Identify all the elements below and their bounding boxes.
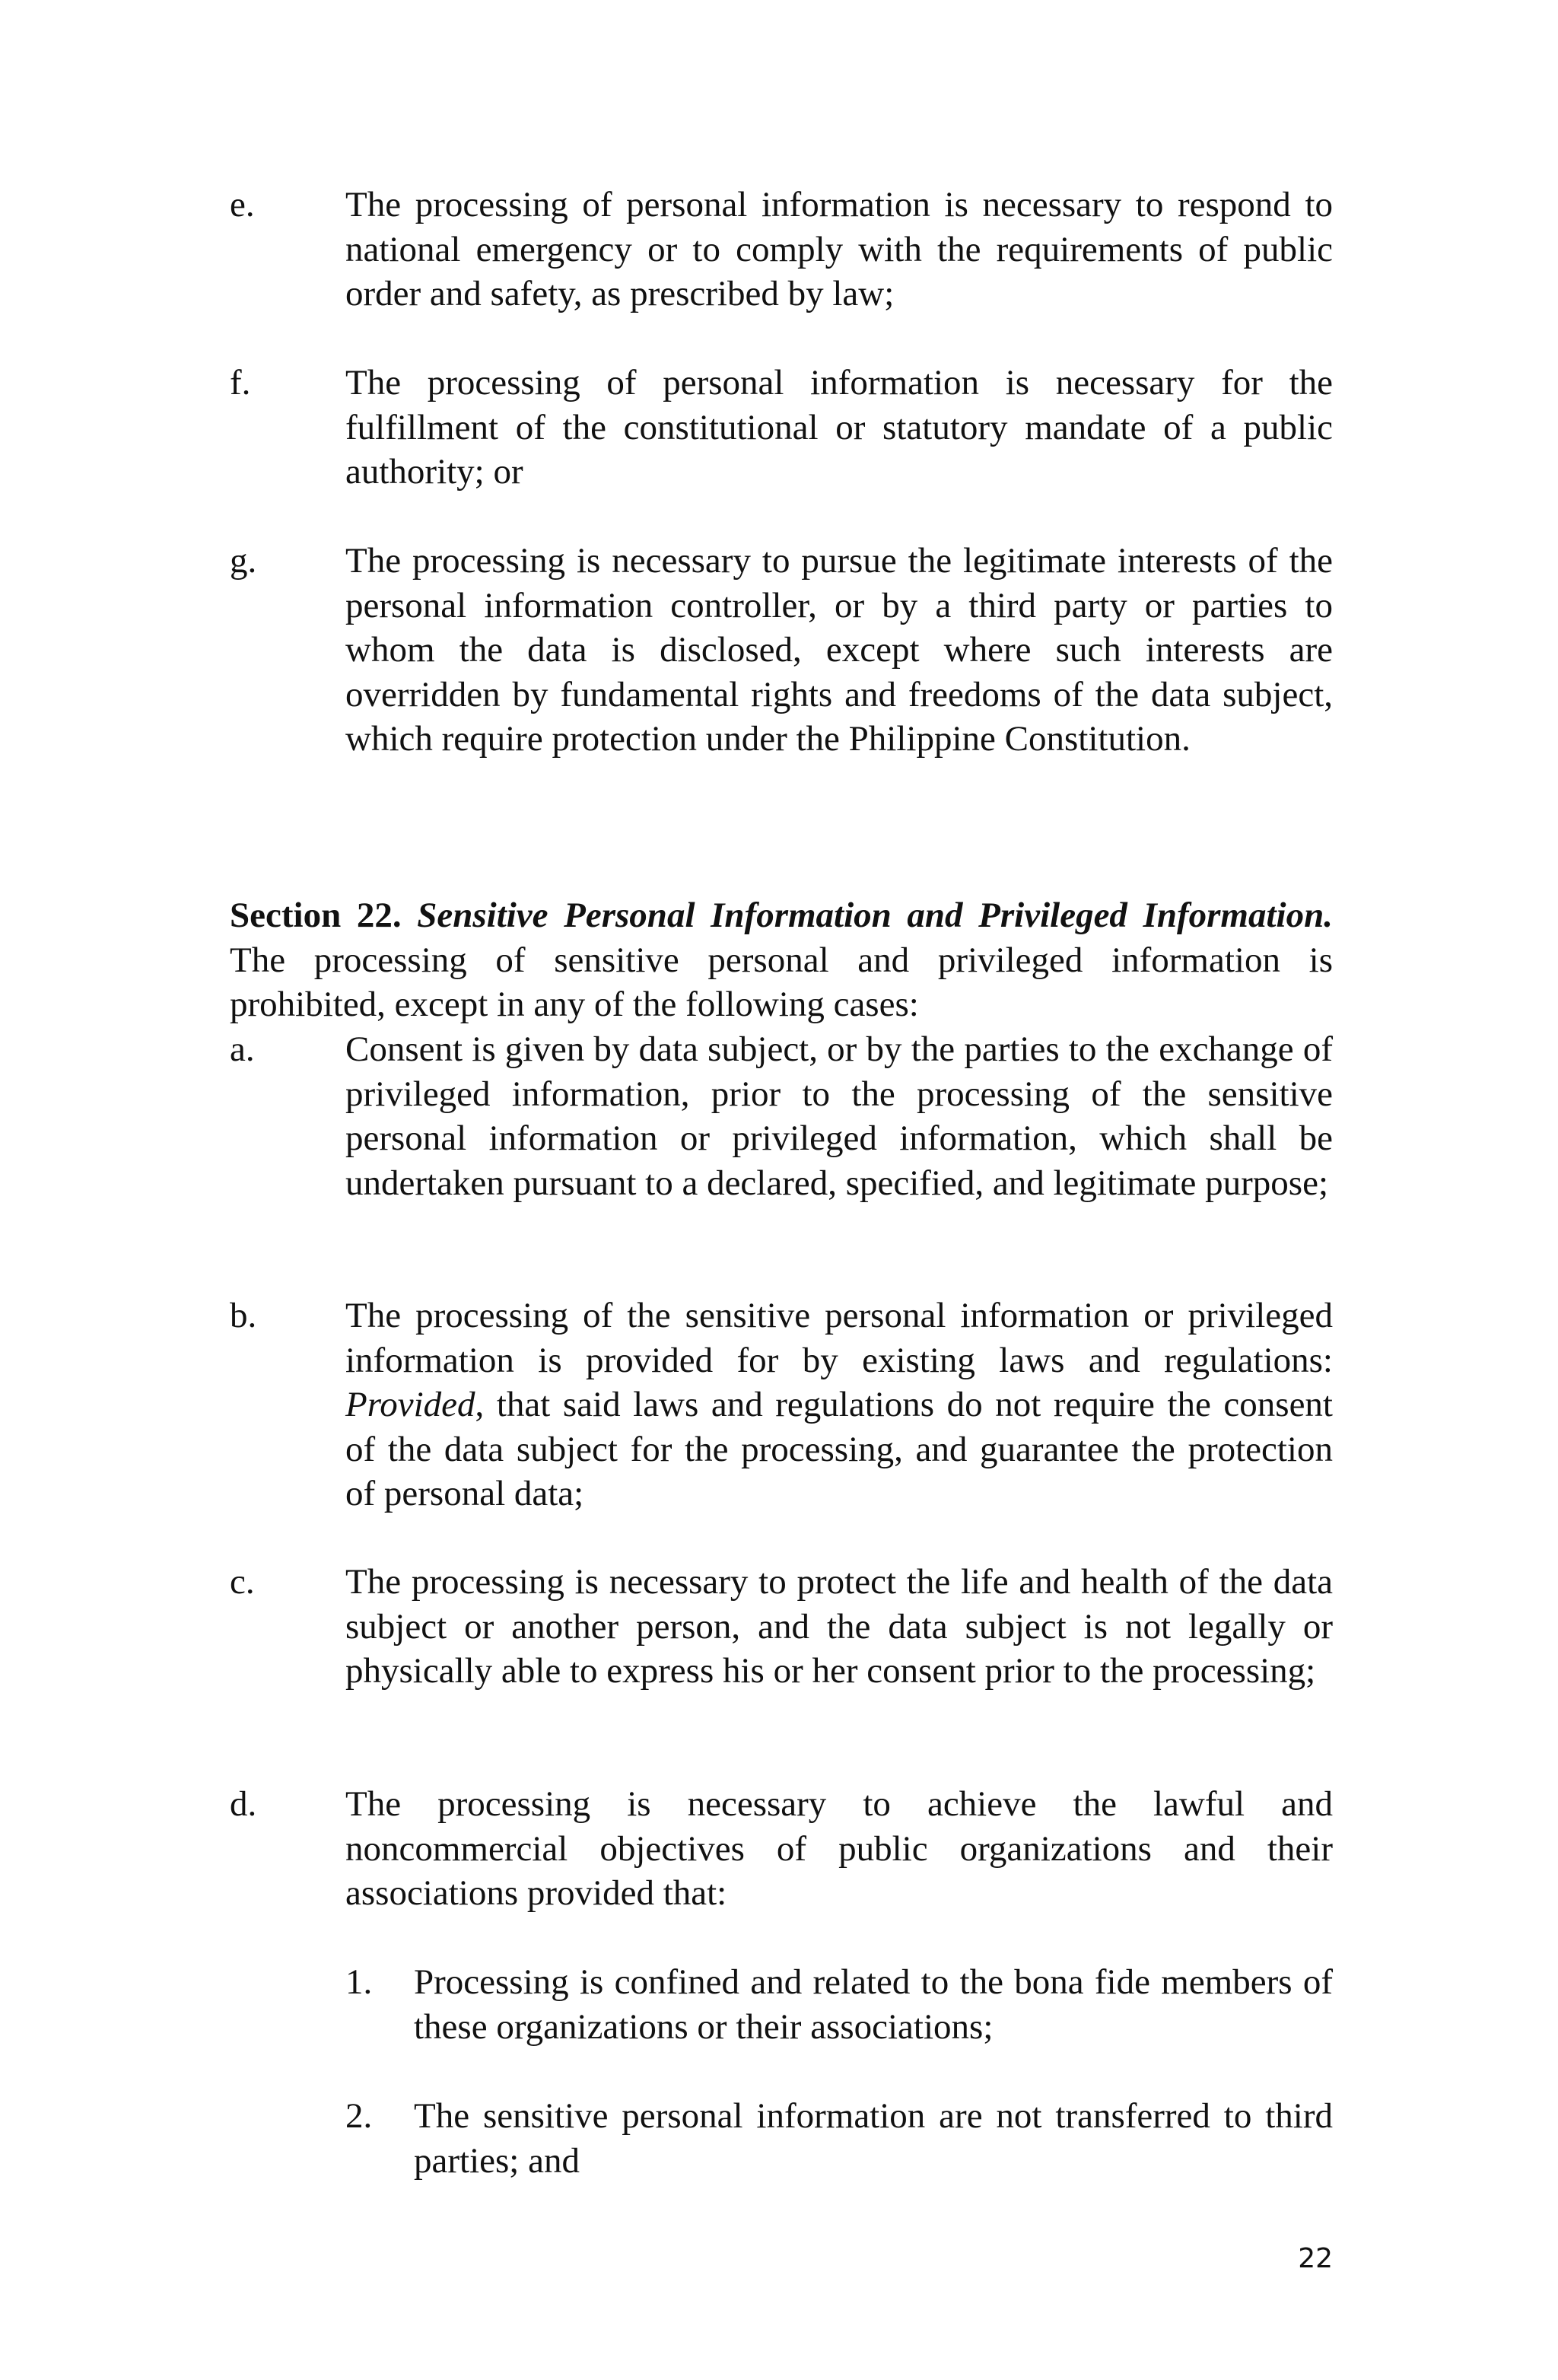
list-marker: a. (230, 1029, 255, 1069)
section-label: Section 22. (230, 896, 402, 935)
list-marker: b. (230, 1296, 257, 1335)
page-number: 22 (1298, 2243, 1333, 2274)
list-marker: 2. (345, 2096, 373, 2136)
list-item-text: The processing is necessary to protect the life and health of the data subject or another person, and the data subject is not legally or physically able to express his or her consent prior to the processing; (345, 1562, 1333, 1691)
section-title: Sensitive Personal Information and Privileged Information. (417, 896, 1333, 935)
list-marker: f. (230, 363, 251, 402)
list-marker: e. (230, 185, 255, 224)
list-item-text: The processing is necessary to achieve the lawful and noncommercial objectives of public organizations and their associations provided that: (345, 1784, 1333, 1914)
list-marker: g. (230, 541, 257, 581)
section-22-paragraph (230, 893, 1333, 1027)
list-marker: c. (230, 1562, 255, 1602)
list-item-text-part: , that said laws and regulations do not require the consent of the data subject for the processing, and guarantee the protection of personal data; (345, 1385, 1333, 1514)
list-marker: d. (230, 1784, 257, 1824)
list-item-text: The sensitive personal information are not transferred to third parties; and (414, 2096, 1333, 2181)
list-item-text: Consent is given by data subject, or by the parties to the exchange of privileged information, prior to the processing of the sensitive personal information or privileged information, which shall be undertaken pursuant to a declared, specified, and legitimate purpose; (345, 1029, 1333, 1203)
list-item-text: The processing is necessary to pursue the legitimate interests of the personal information controller, or by a third party or parties to whom the data is disclosed, except where such interests are overridden by fundamental rights and freedoms of the data subject, which require protection under the Philippine Constitution. (345, 541, 1333, 759)
list-item-text: Processing is confined and related to the bona fide members of these organizations or their associations; (414, 1962, 1333, 2047)
list-item-text: The processing of personal information is necessary for the fulfillment of the constitutional or statutory mandate of a public authority; or (345, 363, 1333, 492)
list-item-text: The processing of personal information is necessary to respond to national emergency or to comply with the requirements of public order and safety, as prescribed by law; (345, 185, 1333, 314)
list-item-text-part: The processing of the sensitive personal information or privileged information is provided for by existing laws and regulations: (345, 1296, 1333, 1380)
section-intro: The processing of sensitive personal and privileged information is prohibited, except in any of the following cases: (230, 940, 1333, 1025)
provided-term: Provided (345, 1385, 475, 1425)
list-item-text (345, 1293, 1333, 1516)
list-marker: 1. (345, 1962, 373, 2002)
